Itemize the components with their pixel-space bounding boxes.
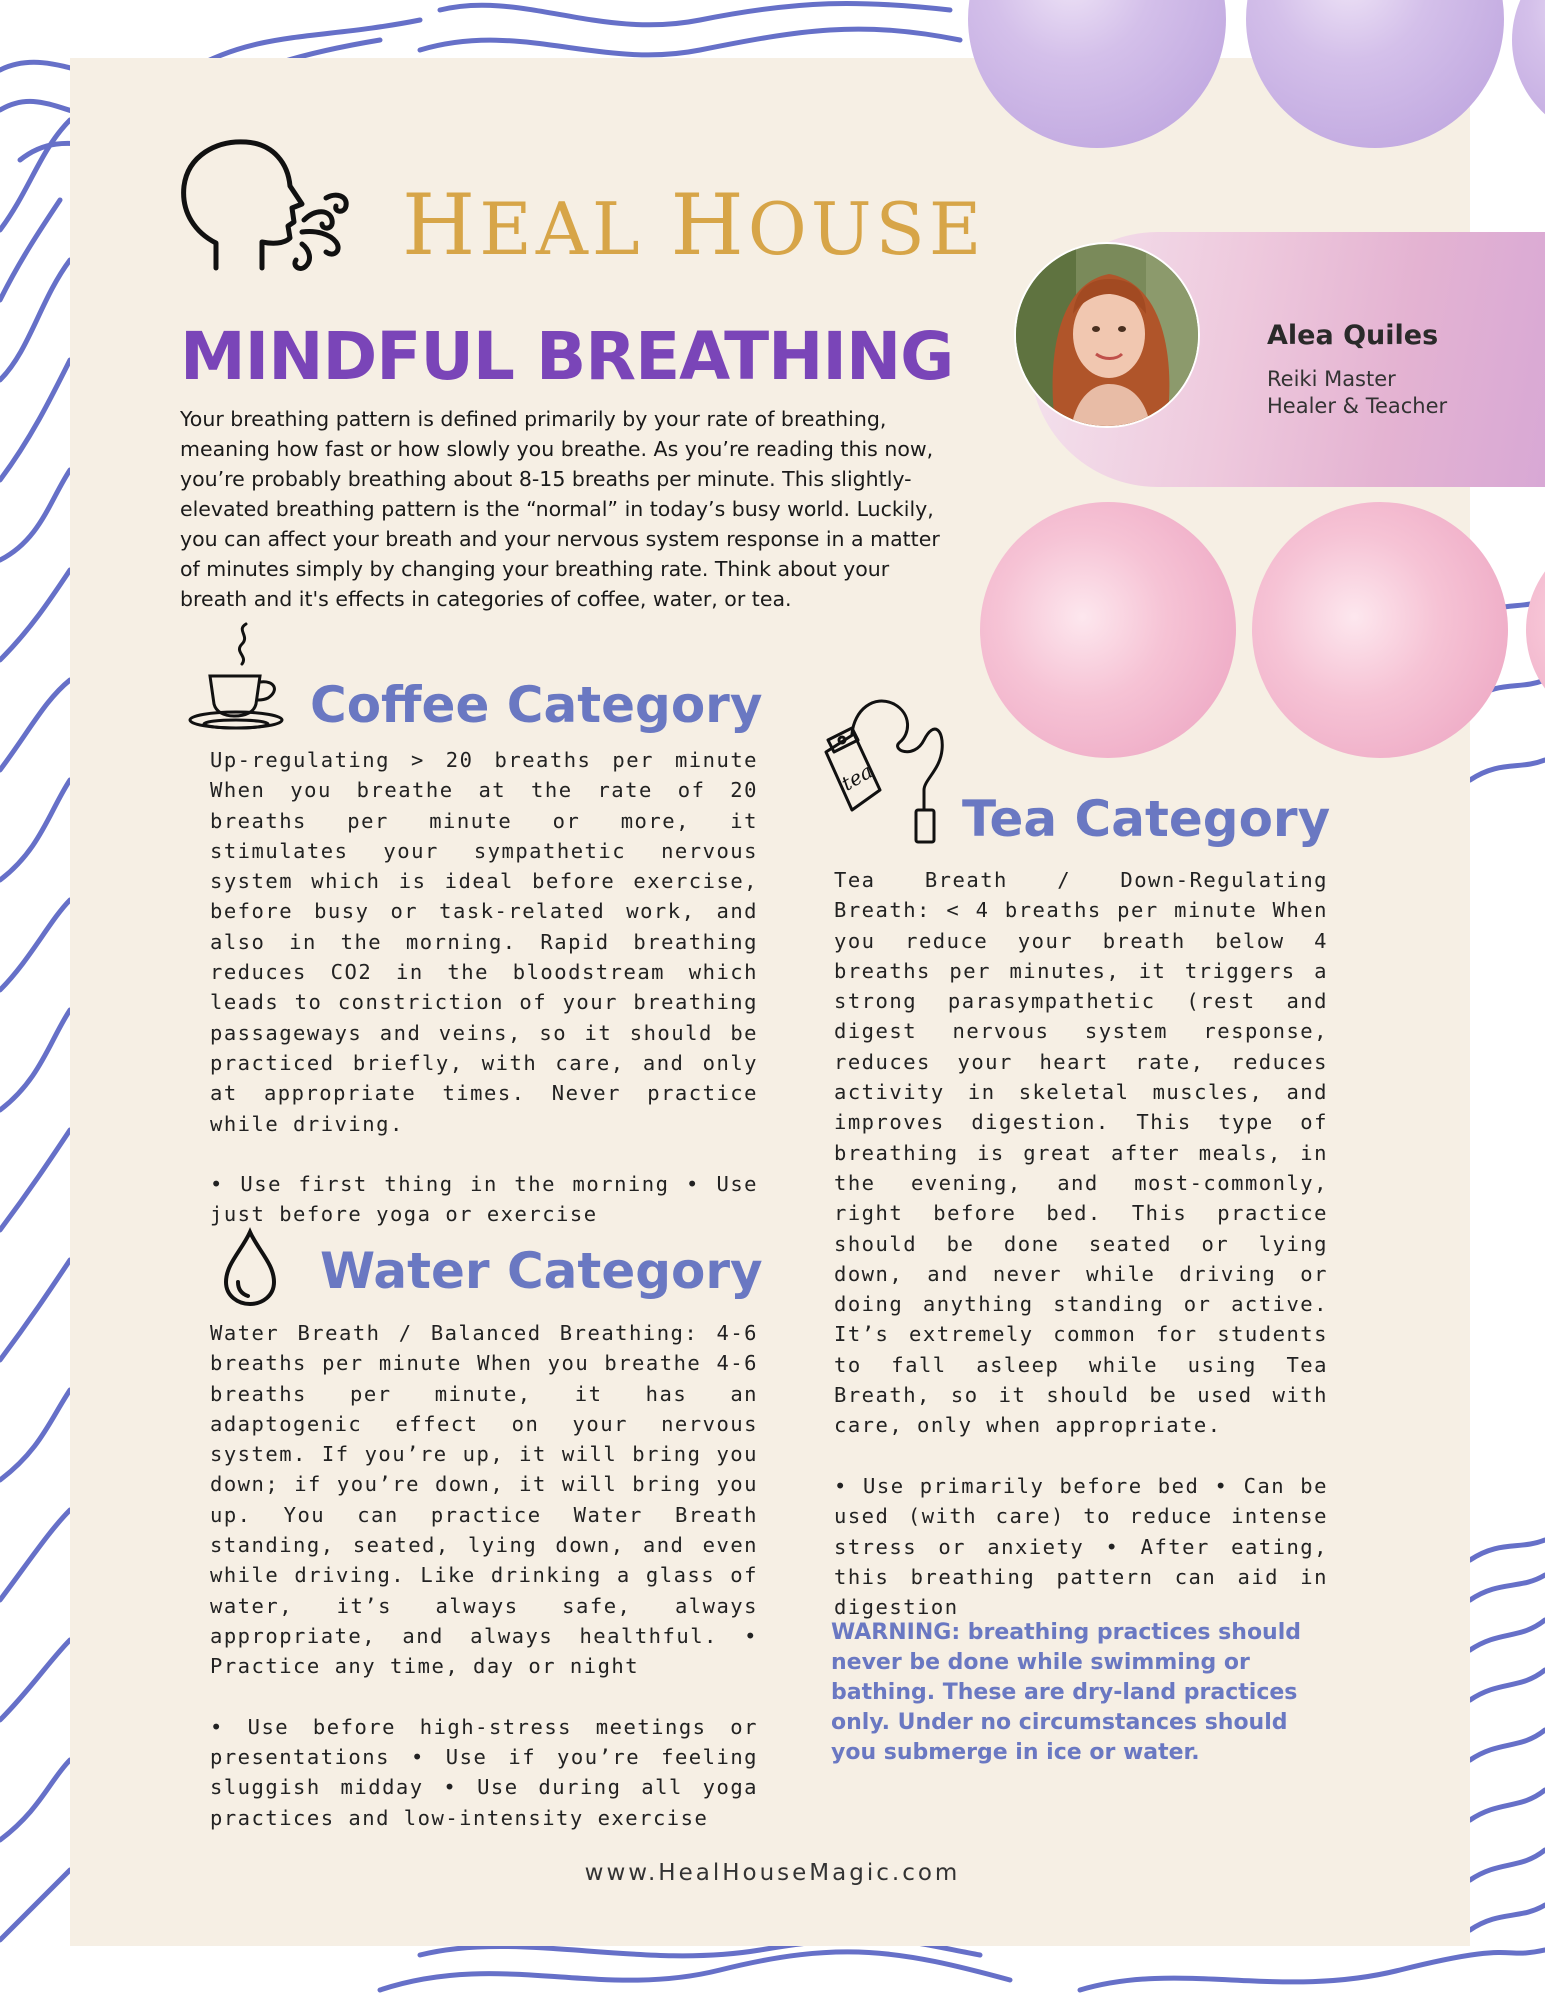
sky-circle-5 — [1252, 502, 1508, 758]
coffee-tips: • Use first thing in the morning • Use just before yoga or exercise — [210, 1172, 758, 1227]
brand-logo-text — [402, 176, 985, 274]
sky-circle-4 — [980, 502, 1236, 758]
tea-section-body — [834, 865, 1328, 1622]
page-title: MINDFUL BREATHING — [180, 318, 954, 395]
author-name: Alea Quiles — [1267, 320, 1439, 351]
water-description: Water Breath / Balanced Breathing: 4-6 breaths per minute When you breathe 4-6 breaths per minute, it has an adaptogenic effect on your nervous system. If you’re up, it will bring you down; if you’re down, it will bring you up. You can practice Water Breath standing, seated, lying down, and even while driving. Like drinking a glass of water, it’s always safe, always appropriate, and always healthful. • Practice any time, day or night — [210, 1321, 758, 1679]
brand-letter-h2: H — [670, 176, 748, 274]
coffee-heading: Coffee Category — [310, 676, 763, 734]
breathing-head-icon — [176, 138, 356, 278]
tea-description: Tea Breath / Down-Regulating Breath: < 4 breaths per minute When you reduce your breath below 4 breaths per minutes, it triggers a strong parasympathetic (rest and digest nervous system response, reduces your heart rate, reduces activity in skeletal muscles, and improves digestion. This type of breathing is great after meals, in the evening, and most-commonly, right before bed. This practice should be done seated or lying down, and never while driving or doing anything standing or active. It’s extremely common for students to fall asleep while using Tea Breath, so it should be used with care, only when appropriate. — [834, 868, 1328, 1438]
footer-website-link[interactable]: www.HealHouseMagic.com — [584, 1860, 961, 1886]
tea-heading: Tea Category — [962, 790, 1331, 848]
brand-text-part2: OUSE — [747, 187, 986, 271]
coffee-description: Up-regulating > 20 breaths per minute When you breathe at the rate of 20 breaths per minute or more, it stimulates your sympathetic nervous system which is ideal before exercise, before busy or task-related work, and also in the morning. Rapid breathing reduces CO2 in the bloodstream which leads to constriction of your breathing passageways and veins, so it should be practiced briefly, with care, and only at appropriate times. Never practice while driving. — [210, 748, 758, 1136]
warning-text: WARNING: breathing practices should never be done while swimming or bathing. These are dry-land practices only. Under no circumstances should you submerge in ice or water. — [831, 1620, 1302, 1765]
author-role-line-1: Reiki Master — [1267, 367, 1396, 391]
water-heading: Water Category — [320, 1242, 763, 1300]
water-drop-icon — [220, 1228, 280, 1308]
author-role — [1267, 366, 1447, 420]
tea-tag-label: tea — [837, 758, 877, 796]
coffee-section-body — [210, 745, 758, 1230]
water-tips: • Use before high-stress meetings or presentations • Use if you’re feeling sluggish midday • Use during all yoga practices and low-intensity exercise — [210, 1714, 758, 1830]
author-role-line-2: Healer & Teacher — [1267, 394, 1448, 418]
tea-tips: • Use primarily before bed • Can be used (with care) to reduce intense stress or anxiety • After eating, this breathing pattern can aid in digestion — [834, 1473, 1328, 1620]
intro-paragraph: Your breathing pattern is defined primarily by your rate of breathing, meaning how fast or how slowly you breathe. As you’re reading this now, you’re probably breathing about 8-15 breaths per minute. This slightly-elevated breathing pattern is the “normal” in today’s busy world. Luckily, you can affect your breath and your nervous system response in a matter of minutes simply by changing your breathing rate. Think about your breath and it's effects in categories of coffee, water, or tea. — [180, 407, 940, 611]
tea-bag-icon — [814, 690, 954, 850]
water-section-body — [210, 1318, 758, 1833]
brand-letter-h1: H — [402, 176, 480, 274]
coffee-cup-icon — [184, 620, 292, 734]
author-portrait — [1014, 242, 1200, 428]
brand-text-part1: EAL — [479, 187, 671, 271]
